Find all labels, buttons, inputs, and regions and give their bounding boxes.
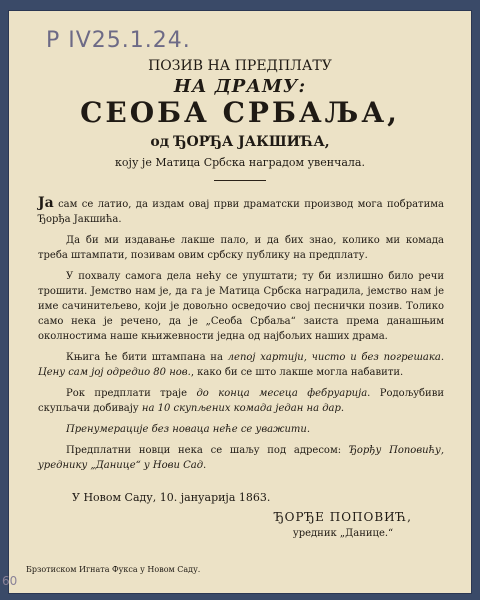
paragraph-1	[38, 196, 444, 227]
paragraph-3: У похвалу самога дела нећу се упуштати; ту би излишно било речи трошити. Јемство нам је, да га је Матица Србска наградила, јемство нам је име сачинитељево, који је довољно осведочио свој песнички позив. Толико само нека је речено, да је „Сеоба Србаља“ заиста према данашњим околностима наше књижевности једна од најбољих наших драма.	[38, 271, 444, 342]
subtitle-line: коју је Матица Србска наградом увенчала.	[115, 156, 365, 169]
paragraph-4	[38, 350, 444, 380]
paragraph-1-text: сам се латио, да издам овај први драматски производ мога побратима Ђорђа Јакшића.	[38, 199, 444, 225]
heading-line-1: ПОЗИВ НА ПРЕДПЛАТУ	[148, 58, 332, 74]
paragraph-7	[38, 443, 444, 473]
body-text	[38, 196, 444, 479]
document-sheet	[8, 10, 472, 594]
heading-line-2: НА ДРАМУ:	[173, 76, 307, 97]
paragraph-4-text-c: , како би се што лакше могла набавити.	[190, 367, 404, 378]
paragraph-5-text-c: . Родољубиви скупљачи добивају	[38, 388, 444, 414]
paragraph-5-text-d: на 10 скупљених комада један на дар.	[141, 403, 345, 414]
signature-name: ЂОРЂЕ ПОПОВИЋ,	[274, 510, 412, 524]
paragraph-5-text-a: Рок предплати траје	[66, 388, 197, 399]
date-line: У Новом Саду, 10. јануарија 1863.	[72, 491, 271, 504]
paragraph-7-text-a: Предплатни новци нека се шаљу под адресом:	[66, 445, 349, 456]
paragraph-5	[38, 386, 444, 416]
paragraph-7-text-b: Ђорђу Поповићу, уреднику „Данице“ у Нови Сад.	[38, 445, 445, 471]
document-title: СЕОБА СРБАЉА,	[80, 96, 400, 129]
paragraph-5-text-b: до конца месеца фебруарија	[196, 388, 368, 399]
paragraph-2: Да би ми издавање лакше пало, и да бих знао, колико ми комада треба штампати, позивам овим србску публику на предплату.	[38, 235, 444, 261]
paragraph-4-text-a: Књига ће бити штампана на	[66, 352, 228, 363]
paragraph-1-initial: Ја	[38, 195, 54, 211]
corner-annotation: 60	[2, 574, 18, 588]
divider-rule	[214, 180, 266, 181]
author-line: од ЂОРЂА ЈАКШИЋА,	[150, 134, 330, 150]
paragraph-6: Пренумерације без новаца неће се уважити.	[66, 424, 311, 435]
printer-imprint: Брзотиском Игнатa Фукса у Новом Саду.	[26, 565, 201, 574]
paragraph-4-text-b: лепој хартији, чисто и без погрешака. Цену сам јој одредио 80 нов.	[38, 352, 444, 378]
signature-title: уредник „Данице.“	[292, 528, 394, 539]
shelfmark-annotation: P IV25.1.24.	[46, 28, 191, 53]
